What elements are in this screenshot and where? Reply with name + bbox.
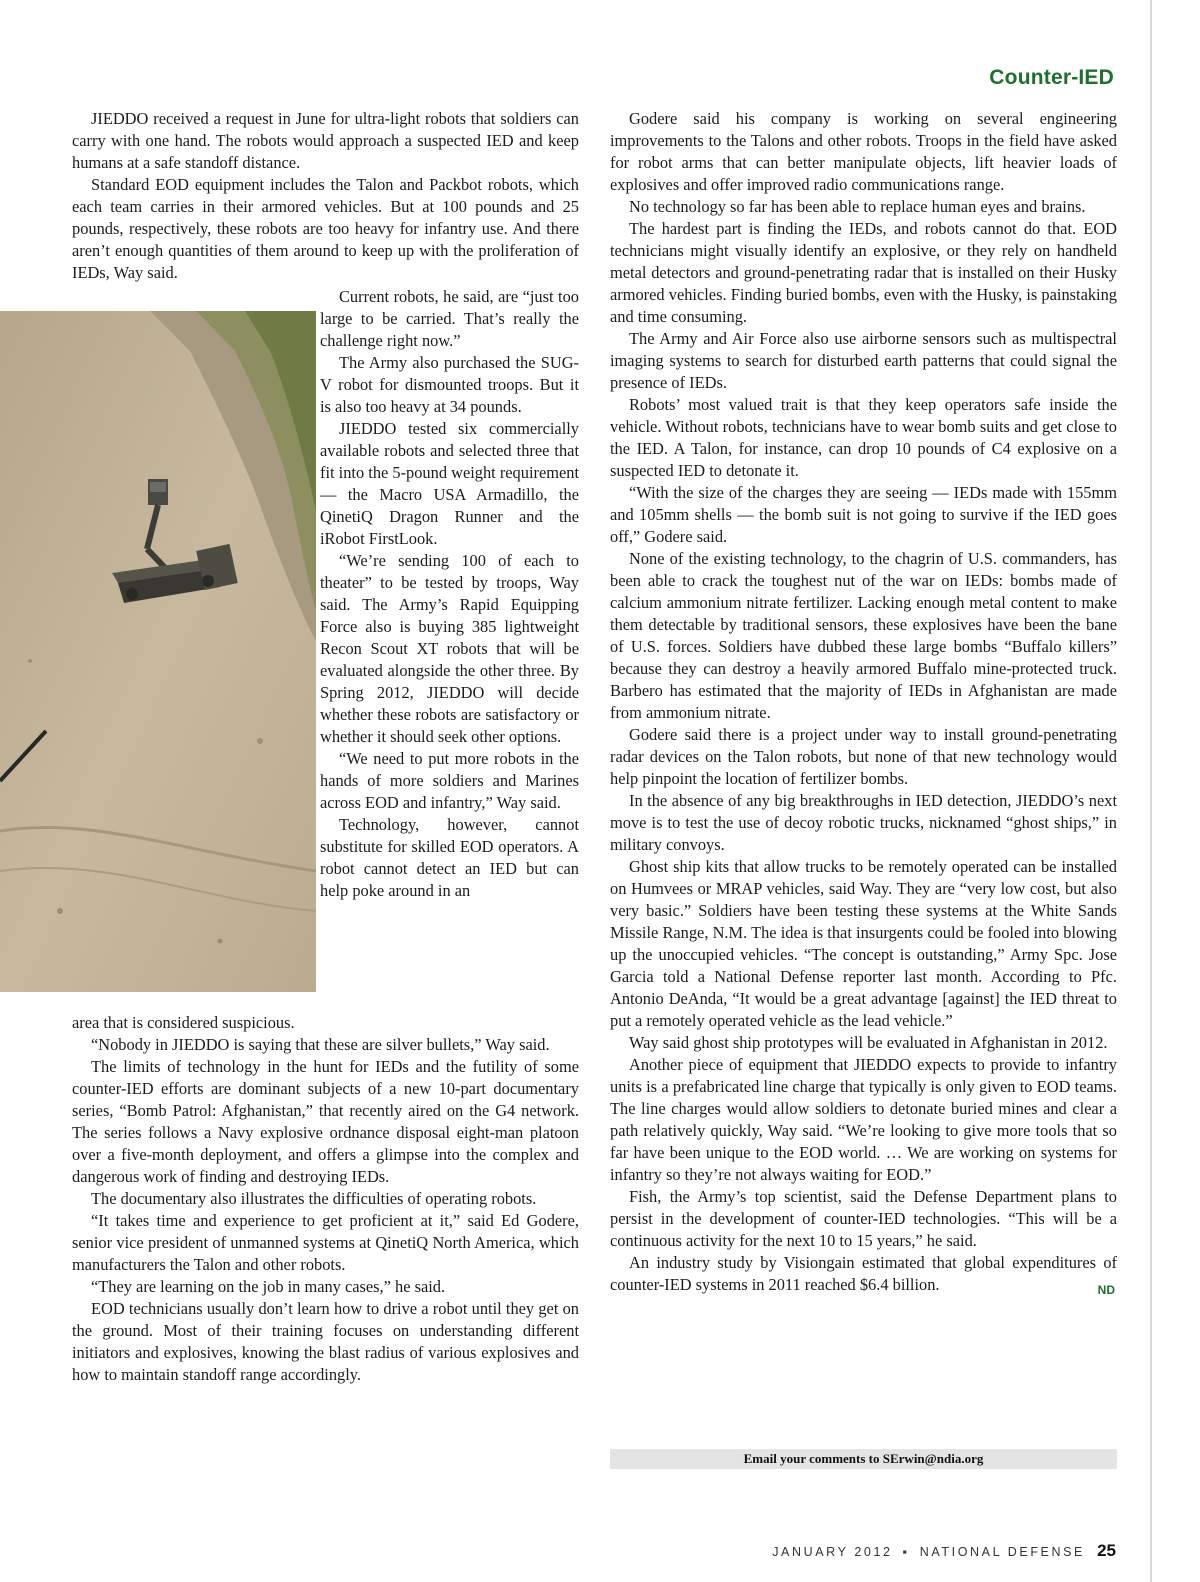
article-column-right xyxy=(610,108,1117,1301)
footer-publication: NATIONAL DEFENSE xyxy=(919,1545,1085,1559)
email-comments-bar xyxy=(610,1449,1117,1469)
paragraph: The Army and Air Force also use airborne sensors such as multispectral imaging systems to search for disturbed earth patterns that could signal the presence of IEDs. xyxy=(610,329,1117,392)
email-link[interactable]: SErwin@ndia.org xyxy=(882,1451,984,1466)
paragraph: Robots’ most valued trait is that they keep operators safe inside the vehicle. Without robots, technicians have to wear bomb suits and get close to the IED. A Talon, for instance, can drop 10 pounds of C4 explosive on a suspected IED to detonate it. xyxy=(610,395,1117,480)
robot-photo xyxy=(0,311,316,992)
footer-issue: JANUARY 2012 xyxy=(772,1545,893,1559)
section-title: Counter-IED xyxy=(989,66,1114,89)
footer-bullet: ▪ xyxy=(902,1545,910,1559)
paragraph: JIEDDO tested six commercially available robots and selected three that fit into the 5-pound weight requirement — the Macro USA Armadillo, the QinetiQ Dragon Runner and the iRobot FirstLook. xyxy=(320,419,580,548)
paragraph: The hardest part is finding the IEDs, and robots cannot do that. EOD technicians might visually identify an explosive, or they rely on handheld metal detectors and ground-penetrating radar that is installed on their Husky armored vehicles. Finding buried bombs, even with the Husky, is painstaking and time consuming. xyxy=(610,219,1117,326)
article-column-left-wrap xyxy=(320,286,579,902)
paragraph: Godere said his company is working on several engineering improvements to the Talons and other robots. Troops in the field have asked for robot arms that can better manipulate objects, lift heavier loads of explosives and offer improved radio communications range. xyxy=(610,109,1117,194)
paragraph: “It takes time and experience to get proficient at it,” said Ed Godere, senior vice president of unmanned systems at QinetiQ North America, which manufacturers the Talon and other robots. xyxy=(72,1211,579,1274)
paragraph-continuation: area that is considered suspicious. xyxy=(72,1013,295,1032)
email-prompt: Email your comments to xyxy=(743,1451,883,1466)
paragraph: Way said ghost ship prototypes will be evaluated in Afghanistan in 2012. xyxy=(629,1033,1108,1052)
page-footer xyxy=(772,1541,1116,1561)
page-number: 25 xyxy=(1097,1541,1116,1560)
paragraph: Ghost ship kits that allow trucks to be remotely operated can be installed on Humvees or MRAP vehicles, said Way. They are “very low cost, but also very basic.” Soldiers have been testing these systems at the White Sands Missile Range, N.M. The idea is that insurgents could be fooled into blowing up the unoccupied vehicles. “The concept is outstanding,” Army Spc. Jose Garcia told a National Defense reporter last month. According to Pfc. Antonio DeAnda, “It would be a great advantage [against] the IED threat to put a remotely operated vehicle as the lead vehicle.” xyxy=(610,857,1117,1030)
paragraph: Technology, however, cannot substitute for skilled EOD operators. A robot cannot detect an IED but can help poke around in an xyxy=(320,815,579,900)
page-edge-rule xyxy=(1150,0,1152,1582)
paragraph: Current robots, he said, are “just too large to be carried. That’s really the challenge right now.” xyxy=(320,287,579,350)
paragraph: EOD technicians usually don’t learn how to drive a robot until they get on the ground. Most of their training focuses on understanding different initiators and explosives, knowing the blast radius of various explosives and how to maintain standoff range accordingly. xyxy=(72,1299,579,1384)
paragraph: “They are learning on the job in many cases,” he said. xyxy=(91,1277,446,1296)
article-column-left-top xyxy=(72,108,579,284)
paragraph: Standard EOD equipment includes the Talon and Packbot robots, which each team carries in their armored vehicles. But at 100 pounds and 25 pounds, respectively, these robots are too heavy for infantry use. And there aren’t enough quantities of them around to keep up with the proliferation of IEDs, Way said. xyxy=(72,175,579,282)
paragraph: No technology so far has been able to replace human eyes and brains. xyxy=(629,197,1086,216)
paragraph: “We’re sending 100 of each to theater” to be tested by troops, Way said. The Army’s Rapid Equipping Force also is buying 385 lightweight Recon Scout XT robots that will be evaluated alongside the other three. By Spring 2012, JIEDDO will decide whether these robots are satisfactory or whether it should seek other options. xyxy=(320,551,579,746)
paragraph: The documentary also illustrates the difficulties of operating robots. xyxy=(91,1189,537,1208)
paragraph: Godere said there is a project under way to install ground-penetrating radar devices on the Talon robots, but none of that new technology would help pinpoint the location of fertilizer bombs. xyxy=(610,725,1117,788)
end-mark: ND xyxy=(1097,1283,1115,1297)
paragraph: Fish, the Army’s top scientist, said the Defense Department plans to persist in the development of counter-IED technologies. “This will be a continuous activity for the next 10 to 15 years,” he said. xyxy=(610,1187,1117,1250)
article-column-left-bottom xyxy=(72,1012,579,1386)
paragraph: The limits of technology in the hunt for IEDs and the futility of some counter-IED efforts are dominant subjects of a new 10-part documentary series, “Bomb Patrol: Afghanistan,” that recently aired on the G4 network. The series follows a Navy explosive ordnance disposal eight-man platoon over a five-month deployment, and offers a glimpse into the complex and dangerous work of finding and destroying IEDs. xyxy=(72,1057,579,1186)
paragraph-last xyxy=(610,1252,1117,1296)
paragraph: Another piece of equipment that JIEDDO expects to provide to infantry units is a prefabricated line charge that typically is only given to EOD teams. The line charges would allow soldiers to detonate buried mines and clear a path relatively quickly, Way said. “We’re looking to give more tools that so far have been unique to the EOD world. … We are working on systems for infantry so they’re not always waiting for EOD.” xyxy=(610,1055,1117,1184)
paragraph-last-text: An industry study by Visiongain estimated that global expenditures of counter-IED systems in 2011 reached $6.4 billion. xyxy=(610,1253,1117,1294)
paragraph: “With the size of the charges they are seeing — IEDs made with 155mm and 105mm shells — the bomb suit is not going to survive if the IED goes off,” Godere said. xyxy=(610,483,1117,546)
paragraph: “We need to put more robots in the hands of more soldiers and Marines across EOD and infantry,” Way said. xyxy=(320,749,579,812)
paragraph: None of the existing technology, to the chagrin of U.S. commanders, has been able to crack the toughest nut of the war on IEDs: bombs made of calcium ammonium nitrate fertilizer. Lacking enough metal content to make them detectable by traditional sensors, these explosives have been the bane of U.S. forces. Soldiers have dubbed these large bombs “Buffalo killers” because they can destroy a heavily armored Buffalo mine-protected truck. Barbero has estimated that the majority of IEDs in Afghanistan are made from ammonium nitrate. xyxy=(610,549,1117,722)
paragraph: “Nobody in JIEDDO is saying that these are silver bullets,” Way said. xyxy=(91,1035,550,1054)
paragraph: The Army also purchased the SUG-V robot for dismounted troops. But it is also too heavy at 34 pounds. xyxy=(320,353,579,416)
paragraph: In the absence of any big breakthroughs in IED detection, JIEDDO’s next move is to test the use of decoy robotic trucks, nicknamed “ghost ships,” in military convoys. xyxy=(610,791,1117,854)
paragraph: JIEDDO received a request in June for ultra-light robots that soldiers can carry with one hand. The robots would approach a suspected IED and keep humans at a safe standoff distance. xyxy=(72,109,579,172)
